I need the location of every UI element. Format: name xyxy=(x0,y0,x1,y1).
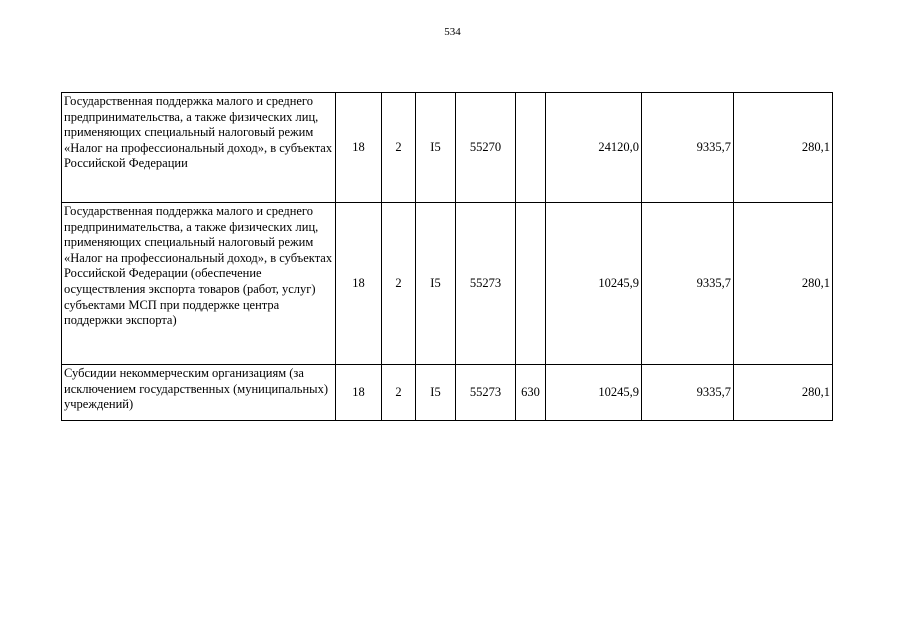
direction-code-cell: 55273 xyxy=(456,365,516,421)
table-row xyxy=(62,203,833,365)
amount-1-cell: 10245,9 xyxy=(546,365,642,421)
direction-code-cell: 55273 xyxy=(456,203,516,365)
amount-2-cell: 9335,7 xyxy=(642,93,734,203)
row-name-cell: Государственная поддержка малого и среднего предпринимательства, а также физических лиц, применяющих специальный налоговый режим «Налог на профессиональный доход», в субъектах Российской Федерации xyxy=(62,93,336,203)
amount-2-cell: 9335,7 xyxy=(642,203,734,365)
section-code-cell: 2 xyxy=(382,203,416,365)
row-name-cell: Субсидии некоммерческим организациям (за исключением государственных (муниципальных) учреждений) xyxy=(62,365,336,421)
amount-1-cell: 24120,0 xyxy=(546,93,642,203)
budget-table xyxy=(61,92,833,421)
program-code-cell: I5 xyxy=(416,203,456,365)
amount-3-cell: 280,1 xyxy=(734,93,833,203)
ministry-code-cell: 18 xyxy=(336,365,382,421)
expense-type-cell xyxy=(516,93,546,203)
direction-code-cell: 55270 xyxy=(456,93,516,203)
ministry-code-cell: 18 xyxy=(336,93,382,203)
amount-2-cell: 9335,7 xyxy=(642,365,734,421)
expense-type-cell: 630 xyxy=(516,365,546,421)
section-code-cell: 2 xyxy=(382,365,416,421)
amount-3-cell: 280,1 xyxy=(734,365,833,421)
page-number: 534 xyxy=(444,26,461,38)
row-name-cell: Государственная поддержка малого и среднего предпринимательства, а также физических лиц, применяющих специальный налоговый режим «Налог на профессиональный доход», в субъектах Российской Федерации (обеспечение осуществления экспорта товаров (работ, услуг) субъектами МСП при поддержке центра поддержки экспорта) xyxy=(62,203,336,365)
amount-1-cell: 10245,9 xyxy=(546,203,642,365)
expense-type-cell xyxy=(516,203,546,365)
section-code-cell: 2 xyxy=(382,93,416,203)
table-row xyxy=(62,365,833,421)
ministry-code-cell: 18 xyxy=(336,203,382,365)
amount-3-cell: 280,1 xyxy=(734,203,833,365)
program-code-cell: I5 xyxy=(416,365,456,421)
program-code-cell: I5 xyxy=(416,93,456,203)
table-row xyxy=(62,93,833,203)
